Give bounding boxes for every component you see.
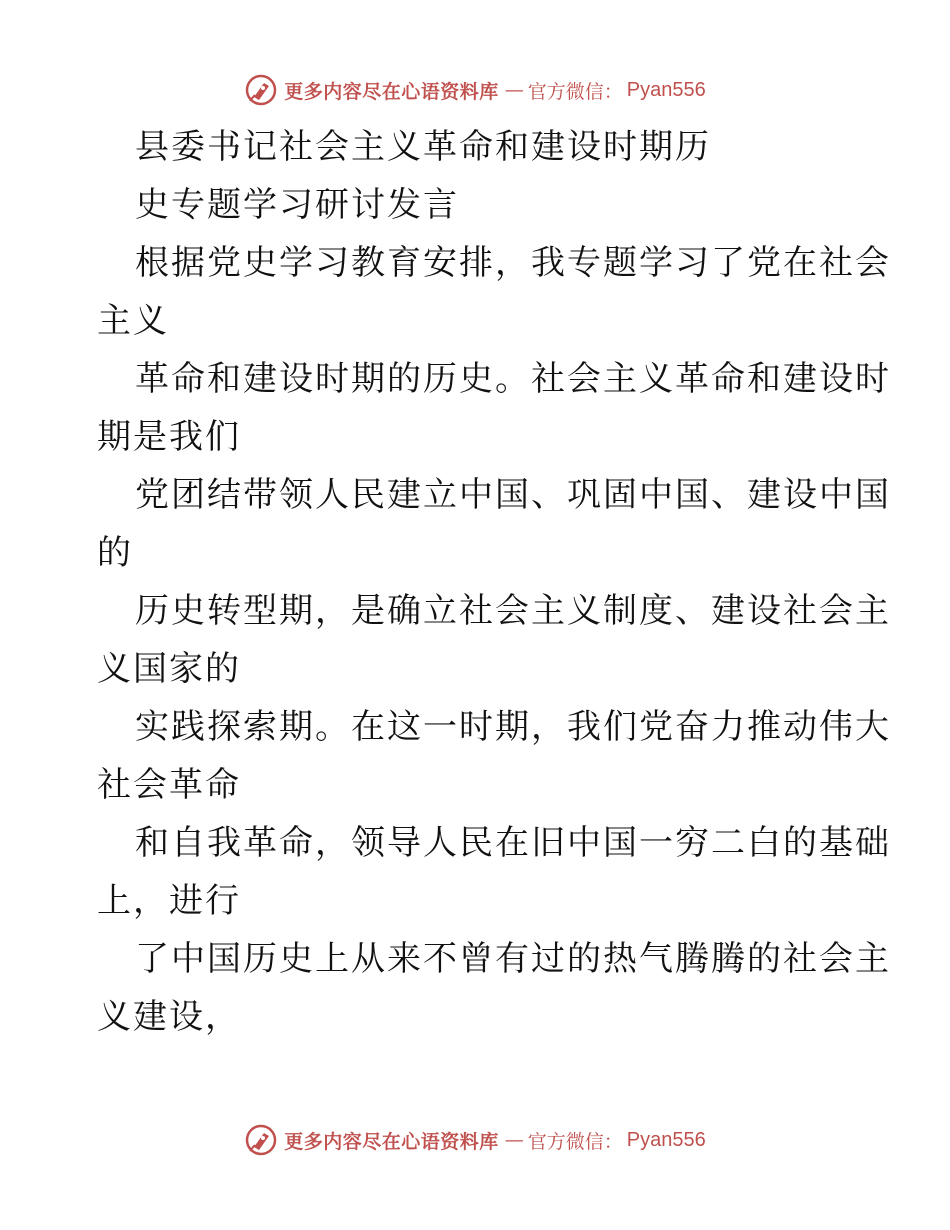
pen-nib-logo-icon (244, 73, 278, 107)
paragraph-line: 义建设， (97, 997, 241, 1037)
document-body (97, 118, 891, 1046)
banner-separator: — (504, 79, 522, 101)
paragraph-line: 义国家的 (97, 649, 241, 689)
footer-banner (0, 1120, 950, 1160)
paragraph-line: 党团结带领人民建立中国、巩固中国、建设中国 (135, 475, 891, 515)
paragraph-line: 根据党史学习教育安排，我专题学习了党在社会 (135, 243, 891, 283)
title-line-2: 史专题学习研讨发言 (135, 185, 459, 225)
paragraph-line: 历史转型期，是确立社会主义制度、建设社会主 (135, 591, 891, 631)
header-banner (0, 70, 950, 110)
paragraph-line: 实践探索期。在这一时期，我们党奋力推动伟大 (135, 707, 891, 747)
paragraph-line: 革命和建设时期的历史。社会主义革命和建设时 (135, 359, 891, 399)
paragraph-line: 社会革命 (97, 765, 241, 805)
wechat-label: 官方微信： (527, 80, 623, 103)
banner-separator: — (504, 1129, 522, 1151)
brand-text: 更多内容尽在心语资料库 (284, 1130, 499, 1153)
paragraph-line: 了中国历史上从来不曾有过的热气腾腾的社会主 (135, 939, 891, 979)
brand-text: 更多内容尽在心语资料库 (284, 80, 499, 103)
paragraph-line: 上，进行 (97, 881, 241, 921)
pen-nib-logo-icon (244, 1123, 278, 1157)
wechat-id: Pyan556 (626, 78, 706, 101)
paragraph-line: 的 (97, 533, 133, 573)
paragraph-line: 主义 (97, 301, 169, 341)
wechat-id: Pyan556 (626, 1128, 706, 1151)
paragraph-line: 期是我们 (97, 417, 241, 457)
paragraph-line: 和自我革命，领导人民在旧中国一穷二白的基础 (135, 823, 891, 863)
wechat-label: 官方微信： (527, 1130, 623, 1153)
title-line-1: 县委书记社会主义革命和建设时期历 (135, 127, 711, 167)
